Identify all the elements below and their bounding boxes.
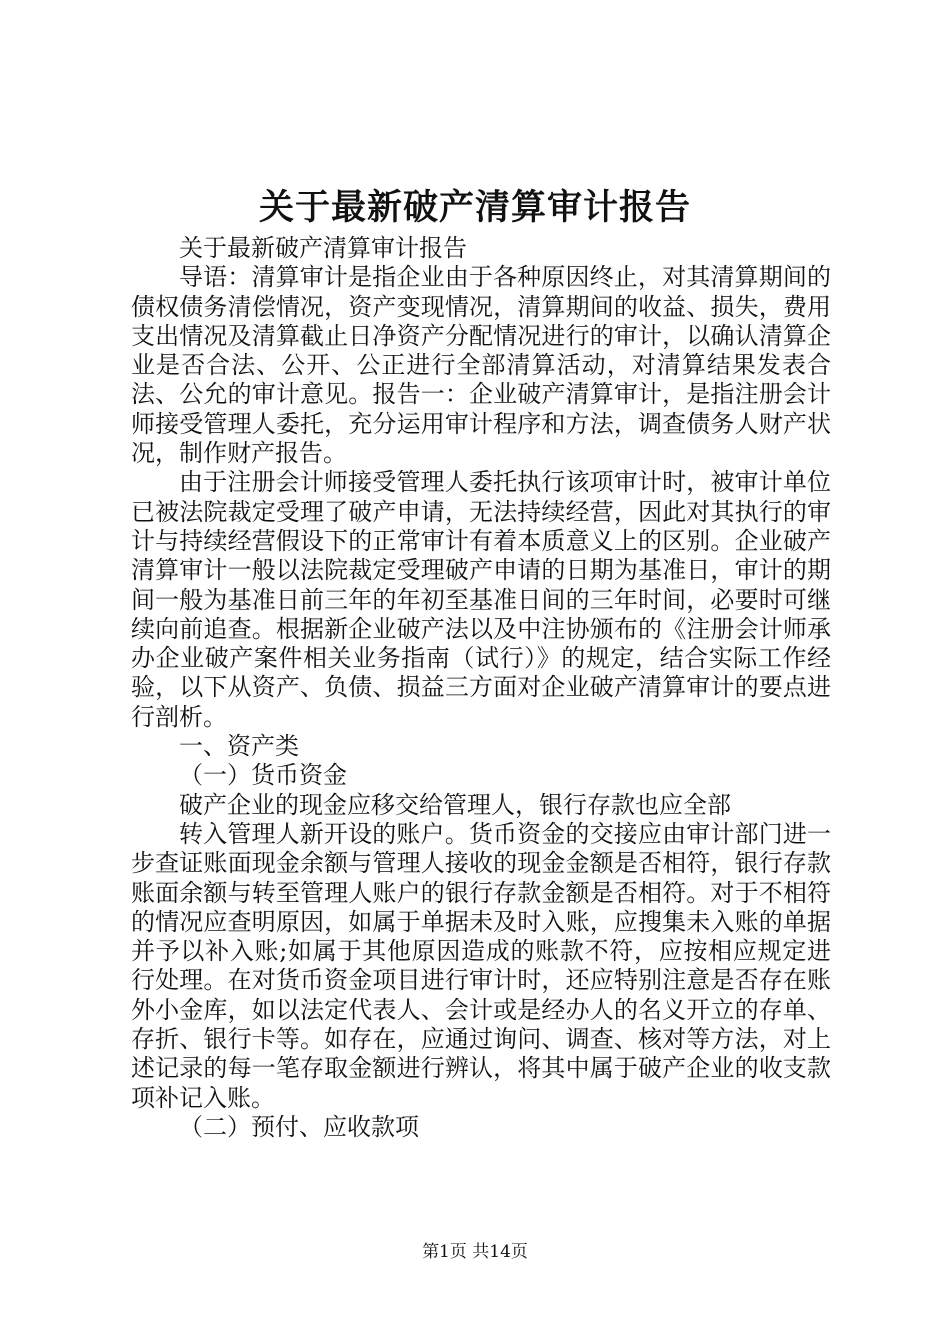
paragraph-cash-2: 转入管理人新开设的账户。货币资金的交接应由审计部门进一步查证账面现金余额与管理人接收的现金金额是否相符，银行存款账面余额与转至管理人账户的银行存款金额是否相符。对于不相符的情况应查明原因，如属于单据未及时入账，应搜集未入账的单据并予以补入账;如属于其他原因造成的账款不符，应按相应规定进行处理。在对货币资金项目进行审计时，还应特别注意是否存在账外小金库，如以法定代表人、会计或是经办人的名义开立的存单、存折、银行卡等。如存在，应通过询问、调查、核对等方法，对上述记录的每一笔存取金额进行辨认，将其中属于破产企业的收支款项补记入账。 — [131, 819, 831, 1112]
document-title: 关于最新破产清算审计报告 — [258, 187, 691, 228]
subsection-heading-receivables: （二）预付、应收款项 — [179, 1112, 419, 1141]
document-body — [131, 234, 831, 1142]
paragraph-audit-basis: 由于注册会计师接受管理人委托执行该项审计时，被审计单位已被法院裁定受理了破产申请，无法持续经营，因此对其执行的审计与持续经营假设下的正常审计有着本质意义上的区别。企业破产清算审计一般以法院裁定受理破产申请的日期为基准日，审计的期间一般为基准日前三年的年初至基准日间的三年时间，必要时可继续向前追查。根据新企业破产法以及中注协颁布的《注册会计师承办企业破产案件相关业务指南（试行）》的规定，结合实际工作经验，以下从资产、负债、损益三方面对企业破产清算审计的要点进行剖析。 — [131, 468, 831, 731]
section-heading-assets: 一、资产类 — [179, 732, 299, 761]
subsection-heading-cash: （一）货币资金 — [179, 761, 347, 790]
paragraph-intro: 导语：清算审计是指企业由于各种原因终止，对其清算期间的债权债务清偿情况，资产变现情况，清算期间的收益、损失，费用支出情况及清算截止日净资产分配情况进行的审计，以确认清算企业是否合法、公开、公正进行全部清算活动，对清算结果发表合法、公允的审计意见。报告一：企业破产清算审计，是指注册会计师接受管理人委托，充分运用审计程序和方法，调查债务人财产状况，制作财产报告。 — [131, 263, 831, 468]
page-footer: 第1页 共14页 — [422, 1242, 528, 1262]
paragraph-subtitle: 关于最新破产清算审计报告 — [179, 234, 467, 262]
paragraph-cash-1: 破产企业的现金应移交给管理人，银行存款也应全部 — [179, 790, 731, 819]
